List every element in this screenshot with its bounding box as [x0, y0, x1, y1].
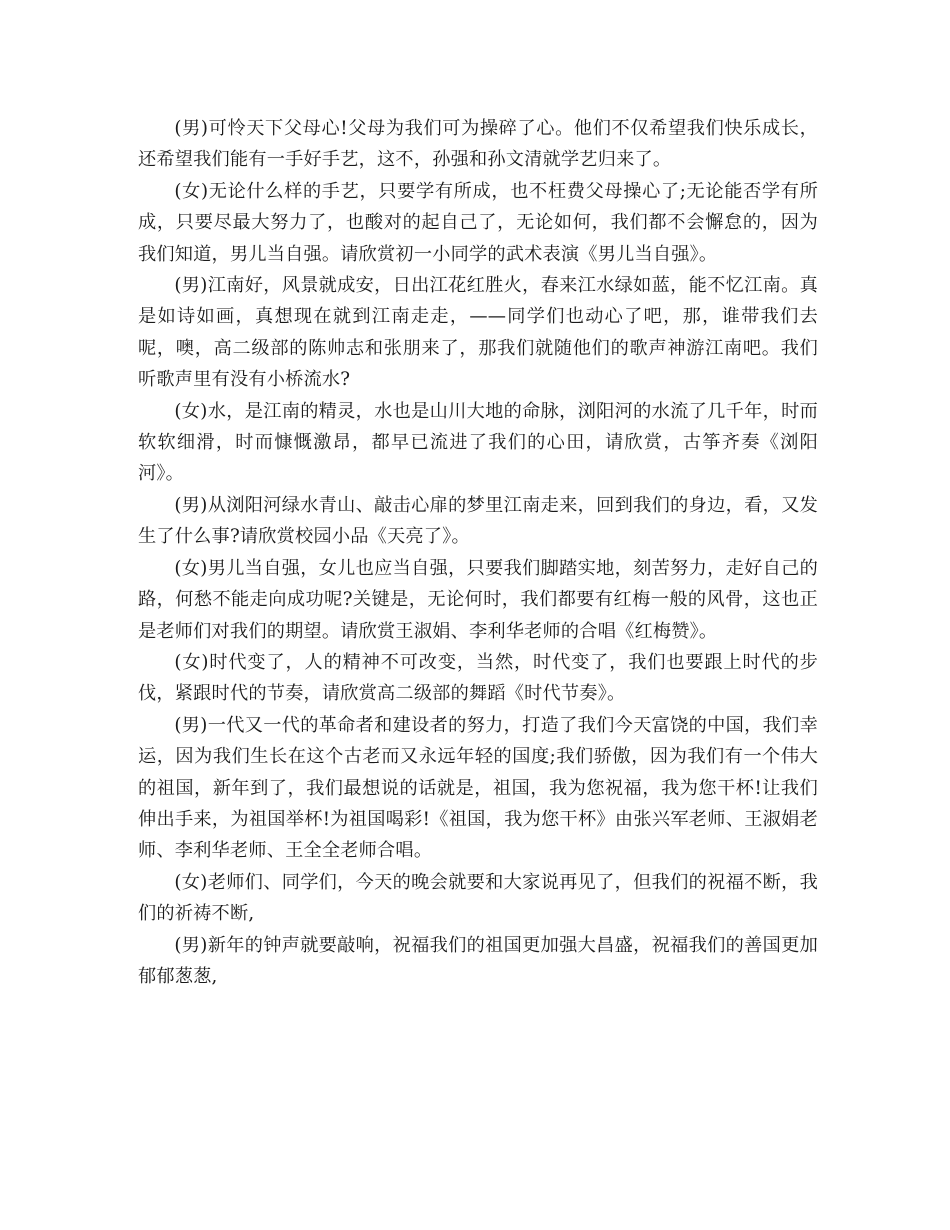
paragraph-5 [138, 490, 818, 553]
paragraph-1 [138, 113, 818, 176]
paragraph-text: 水，是江南的精灵，水也是山川大地的命脉，浏阳河的水流了几千年，时而软软细滑，时而慷慨激昂，都早已流进了我们的心田，请欣赏，古筝齐奏《浏阳河》。 [138, 400, 818, 485]
speaker-label: (女) [174, 400, 208, 422]
speaker-label: (女) [174, 180, 209, 202]
paragraph-2 [138, 176, 818, 270]
paragraph-8 [138, 710, 818, 867]
paragraph-4 [138, 396, 818, 490]
paragraph-6 [138, 553, 818, 647]
speaker-label: (女) [174, 871, 208, 893]
paragraph-text: 新年的钟声就要敲响，祝福我们的祖国更加强大昌盛，祝福我们的善国更加郁郁葱葱, [138, 934, 818, 987]
paragraph-text: 可怜天下父母心!父母为我们可为操碎了心。他们不仅希望我们快乐成长，还希望我们能有一手好手艺，这不，孙强和孙文清就学艺归来了。 [138, 118, 818, 171]
speaker-label: (男) [174, 494, 208, 516]
paragraph-7 [138, 647, 818, 710]
paragraph-text: 无论什么样的手艺，只要学有所成，也不枉费父母操心了;无论能否学有所成，只要尽最大努力了，也酸对的起自己了，无论如何，我们都不会懈怠的，因为我们知道，男儿当自强。请欣赏初一小同学的武术表演《男儿当自强》。 [138, 180, 818, 265]
speaker-label: (男) [174, 714, 208, 736]
paragraph-3 [138, 270, 818, 396]
paragraph-text: 男儿当自强，女儿也应当自强，只要我们脚踏实地，刻苦努力，走好自己的路，何愁不能走向成功呢?关键是，无论何时，我们都要有红梅一般的风骨，这也正是老师们对我们的期望。请欣赏王淑娟、李利华老师的合唱《红梅赞》。 [138, 557, 818, 642]
paragraph-9 [138, 867, 818, 930]
paragraph-text: 时代变了，人的精神不可改变，当然，时代变了，我们也要跟上时代的步伐，紧跟时代的节奏，请欣赏高二级部的舞蹈《时代节奏》。 [138, 651, 819, 705]
document-body [138, 113, 818, 992]
paragraph-text: 从浏阳河绿水青山、敲击心扉的梦里江南走来，回到我们的身边，看，又发生了什么事?请欣赏校园小品《天亮了》。 [138, 494, 818, 548]
paragraph-text: 老师们、同学们，今天的晚会就要和大家说再见了，但我们的祝福不断，我们的祈祷不断, [138, 871, 818, 925]
paragraph-10 [138, 930, 818, 993]
speaker-label: (女) [174, 557, 208, 579]
paragraph-text: 江南好，风景就成安，日出江花红胜火，春来江水绿如蓝，能不忆江南。真是如诗如画，真想现在就到江南走走，——同学们也动心了吧，那，谁带我们去呢，噢，高二级部的陈帅志和张朋来了，那我们就随他们的歌声神游江南吧。我们听歌声里有没有小桥流水? [138, 275, 818, 391]
paragraph-text: 一代又一代的革命者和建设者的努力，打造了我们今天富饶的中国，我们幸运，因为我们生长在这个古老而又永远年轻的国度;我们骄傲，因为我们有一个伟大的祖国，新年到了，我们最想说的话就是，祖国，我为您祝福，我为您干杯!让我们伸出手来，为祖国举杯!为祖国喝彩!《祖国，我为您干杯》由张兴军老师、王淑娟老师、李利华老师、王全全老师合唱。 [138, 714, 818, 862]
speaker-label: (女) [174, 651, 209, 673]
speaker-label: (男) [174, 275, 208, 297]
speaker-label: (男) [174, 934, 208, 956]
speaker-label: (男) [174, 118, 209, 139]
